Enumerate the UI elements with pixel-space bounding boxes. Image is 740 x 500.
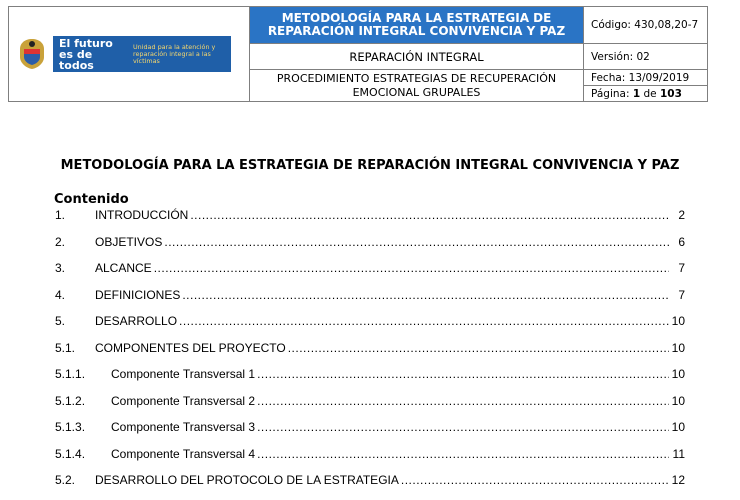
toc-dot-leader (164, 235, 669, 249)
table-of-contents (55, 208, 685, 500)
toc-dot-leader (190, 208, 669, 222)
toc-entry[interactable] (55, 367, 685, 394)
page-indicator (584, 86, 708, 102)
toc-dot-leader (401, 473, 669, 487)
header-procedure: PROCEDIMIENTO ESTRATEGIAS DE RECUPERACIÓN EMOCIONAL GRUPALES (250, 70, 584, 102)
toc-entry[interactable] (55, 341, 685, 368)
toc-entry-label[interactable]: Componente Transversal 3 (111, 420, 256, 434)
toc-dot-leader (257, 447, 669, 461)
toc-entry-page: 12 (671, 473, 685, 487)
toc-entry[interactable] (55, 394, 685, 421)
contents-heading: Contenido (54, 192, 129, 207)
current-page: 1 (632, 87, 641, 100)
total-pages: 103 (659, 87, 682, 100)
toc-entry-page: 10 (671, 393, 685, 408)
document-code: Código: 430,08,20-7 (584, 7, 708, 44)
brand-unit-name: Unidad para la atención y reparación integral a las víctimas (133, 42, 216, 65)
toc-entry-label[interactable]: Componente Transversal 4 (111, 446, 256, 461)
document-header (8, 6, 708, 102)
toc-entry-page: 10 (671, 314, 685, 328)
toc-entry-number: 2. (55, 234, 66, 249)
toc-entry-page: 10 (671, 420, 685, 434)
toc-entry-number: 1. (55, 208, 66, 222)
toc-entry[interactable] (55, 420, 685, 447)
toc-entry-label[interactable]: Componente Transversal 1 (111, 367, 256, 381)
toc-entry-number: 5.1.4. (55, 446, 86, 461)
toc-entry-page: 10 (671, 367, 685, 381)
page-separator: de (640, 87, 660, 100)
toc-entry[interactable] (55, 208, 685, 235)
toc-entry[interactable] (55, 473, 685, 500)
toc-entry-number: 5.2. (55, 473, 76, 487)
toc-entry-label[interactable]: INTRODUCCIÓN (95, 208, 189, 222)
toc-entry-number: 5.1.3. (55, 420, 86, 434)
toc-entry[interactable] (55, 447, 685, 474)
toc-entry-label[interactable]: Componente Transversal 2 (111, 393, 256, 408)
toc-entry-number: 5. (55, 314, 66, 328)
toc-dot-leader (257, 394, 669, 408)
toc-entry-number: 5.1.1. (55, 367, 86, 381)
toc-entry-label[interactable]: OBJETIVOS (95, 234, 163, 249)
toc-dot-leader (179, 314, 669, 328)
toc-dot-leader (257, 367, 669, 381)
logo-cell (9, 7, 250, 102)
toc-entry-label[interactable]: ALCANCE (95, 261, 152, 275)
toc-entry[interactable] (55, 261, 685, 288)
toc-entry-number: 4. (55, 287, 66, 302)
document-date: Fecha: 13/09/2019 (584, 70, 708, 86)
toc-entry-page: 6 (678, 234, 685, 249)
toc-dot-leader (154, 261, 669, 275)
toc-entry-page: 7 (678, 287, 685, 302)
toc-entry[interactable] (55, 288, 685, 315)
toc-dot-leader (182, 288, 669, 302)
brand-slogan: El futuro es de todos (59, 36, 113, 72)
header-title: METODOLOGÍA PARA LA ESTRATEGIA DE REPARACIÓN INTEGRAL CONVIVENCIA Y PAZ (250, 7, 584, 44)
document-title: METODOLOGÍA PARA LA ESTRATEGIA DE REPARACIÓN INTEGRAL CONVIVENCIA Y PAZ (60, 158, 680, 173)
toc-entry-label[interactable]: DESARROLLO DEL PROTOCOLO DE LA ESTRATEGIA (95, 473, 399, 487)
toc-entry-number: 3. (55, 261, 66, 275)
toc-entry[interactable] (55, 235, 685, 262)
toc-entry-page: 10 (671, 340, 685, 355)
toc-dot-leader (288, 341, 669, 355)
toc-entry-number: 5.1. (55, 340, 76, 355)
toc-entry-page: 11 (672, 446, 685, 461)
toc-entry-label[interactable]: DEFINICIONES (95, 287, 181, 302)
toc-entry-label[interactable]: COMPONENTES DEL PROYECTO (95, 340, 286, 355)
toc-entry-page: 2 (678, 208, 685, 222)
toc-entry-number: 5.1.2. (55, 393, 86, 408)
toc-entry-label[interactable]: DESARROLLO (95, 314, 178, 328)
document-version: Versión: 02 (584, 44, 708, 70)
toc-entry[interactable] (55, 314, 685, 341)
header-subtitle: REPARACIÓN INTEGRAL (250, 44, 584, 70)
brand-banner (53, 36, 231, 72)
page-label: Página: (591, 87, 633, 100)
toc-dot-leader (257, 420, 669, 434)
toc-entry-page: 7 (678, 261, 685, 275)
coat-of-arms-icon (15, 37, 49, 71)
